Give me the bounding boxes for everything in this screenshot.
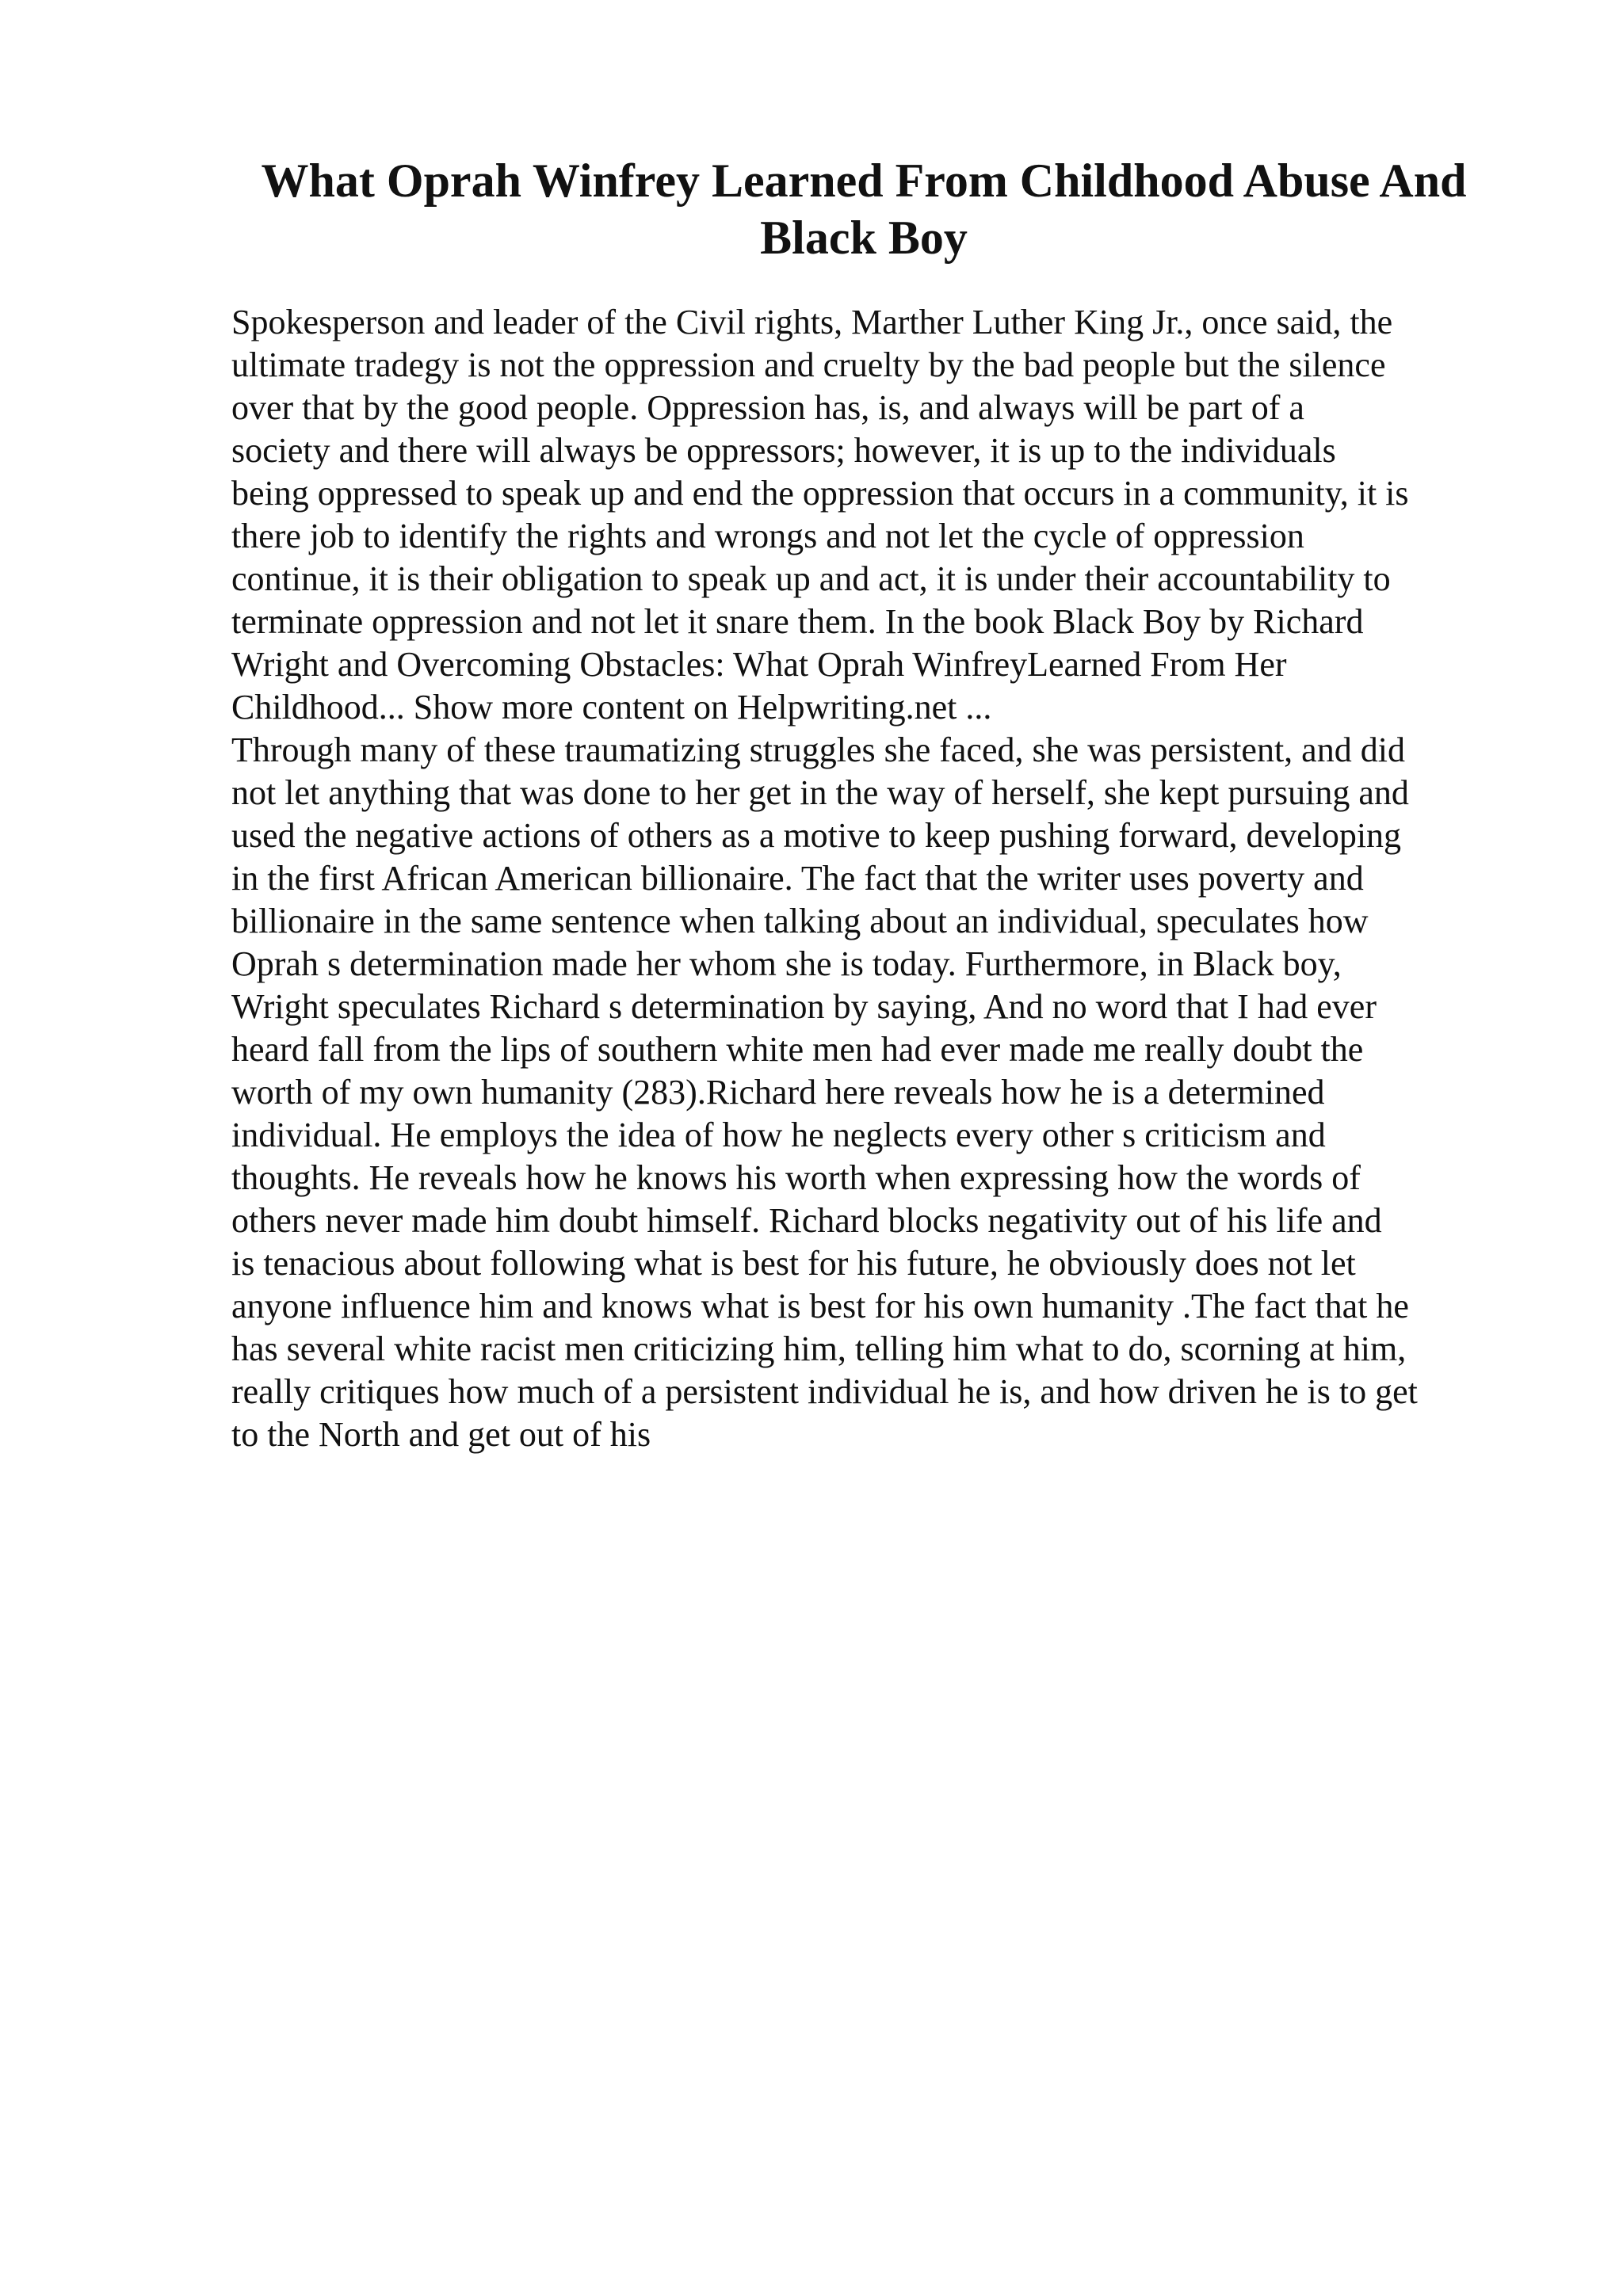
body-line: there job to identify the rights and wrongs and not let the cycle of oppression bbox=[231, 517, 1304, 555]
body-line: used the negative actions of others as a motive to keep pushing forward, developing bbox=[231, 816, 1402, 855]
body-line: thoughts. He reveals how he knows his worth when expressing how the words of bbox=[231, 1158, 1361, 1197]
body-line: over that by the good people. Oppression has, is, and always will be part of a bbox=[231, 388, 1304, 427]
body-line: worth of my own humanity (283).Richard here reveals how he is a determined bbox=[231, 1073, 1325, 1112]
title-line: What Oprah Winfrey Learned From Childhood Abuse And bbox=[261, 154, 1467, 207]
body-line: to the North and get out of his bbox=[231, 1415, 651, 1454]
title-line: Black Boy bbox=[760, 212, 968, 264]
body-line: billionaire in the same sentence when talking about an individual, speculates how bbox=[231, 902, 1369, 940]
body-line: anyone influence him and knows what is best for his own humanity .The fact that he bbox=[231, 1287, 1409, 1325]
body-line: is tenacious about following what is best for his future, he obviously does not let bbox=[231, 1244, 1356, 1283]
body-line: individual. He employs the idea of how he neglects every other s criticism and bbox=[231, 1116, 1326, 1154]
body-line: society and there will always be oppressors; however, it is up to the individuals bbox=[231, 431, 1336, 470]
document-title bbox=[230, 152, 1498, 266]
body-line: Through many of these traumatizing struggles she faced, she was persistent, and did bbox=[231, 730, 1405, 769]
body-line: has several white racist men criticizing him, telling him what to do, scorning at him, bbox=[231, 1329, 1407, 1368]
body-line: not let anything that was done to her get in the way of herself, she kept pursuing and bbox=[231, 773, 1409, 812]
body-line: Oprah s determination made her whom she is today. Furthermore, in Black boy, bbox=[231, 944, 1342, 983]
body-line: Childhood... Show more content on Helpwriting.net ... bbox=[231, 688, 992, 727]
document-body bbox=[231, 301, 1515, 1456]
body-line: heard fall from the lips of southern white men had ever made me really doubt the bbox=[231, 1030, 1364, 1069]
body-line: Wright speculates Richard s determination by saying, And no word that I had ever bbox=[231, 987, 1377, 1026]
body-line: ultimate tradegy is not the oppression and cruelty by the bad people but the silence bbox=[231, 345, 1386, 384]
body-line: really critiques how much of a persistent individual he is, and how driven he is to get bbox=[231, 1372, 1418, 1411]
body-line: others never made him doubt himself. Richard blocks negativity out of his life and bbox=[231, 1201, 1382, 1240]
body-line: Wright and Overcoming Obstacles: What Oprah WinfreyLearned From Her bbox=[231, 645, 1287, 684]
body-line: being oppressed to speak up and end the oppression that occurs in a community, it is bbox=[231, 474, 1409, 513]
body-line: terminate oppression and not let it snare them. In the book Black Boy by Richard bbox=[231, 602, 1364, 641]
body-line: continue, it is their obligation to speak up and act, it is under their accountability to bbox=[231, 559, 1391, 598]
body-line: in the first African American billionaire. The fact that the writer uses poverty and bbox=[231, 859, 1364, 898]
body-line: Spokesperson and leader of the Civil rights, Marther Luther King Jr., once said, the bbox=[231, 303, 1393, 341]
